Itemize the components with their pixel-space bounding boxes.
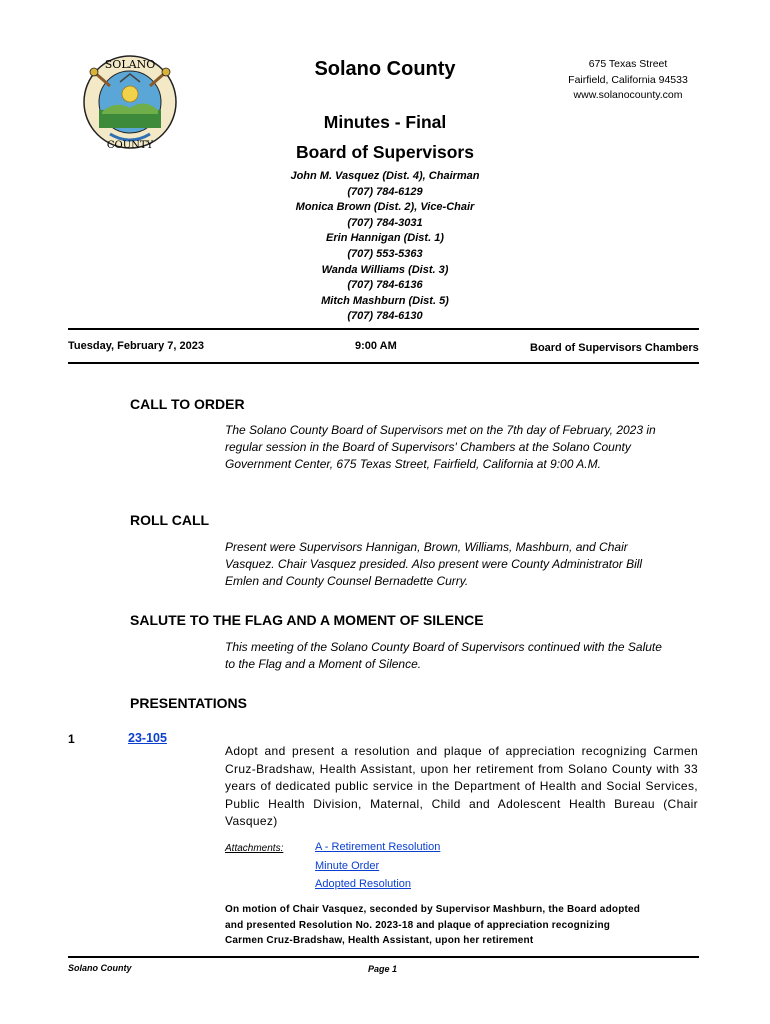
org-name: Solano County (314, 58, 456, 80)
footer-page-number: Page 1 (368, 964, 398, 974)
document-title: Minutes - Final (323, 112, 447, 132)
meeting-date: Tuesday, February 7, 2023 (68, 340, 204, 352)
seal-text-top: SOLANO (104, 58, 156, 71)
meeting-time: 9:00 AM (355, 340, 397, 352)
member-line: John M. Vasquez (Dist. 4), Chairman (290, 170, 480, 182)
seal-text-bottom: COUNTY (106, 140, 154, 151)
board-members-list (230, 169, 540, 325)
header-divider-bottom (68, 362, 699, 364)
call-to-order-heading: CALL TO ORDER (130, 396, 245, 412)
presentations-heading: PRESENTATIONS (130, 695, 247, 711)
footer-org: Solano County (68, 963, 132, 973)
roll-call-heading: ROLL CALL (130, 512, 210, 528)
member-line: (707) 784-3031 (347, 216, 423, 229)
member-line: Mitch Mashburn (Dist. 5) (321, 294, 449, 307)
member-line: Erin Hannigan (Dist. 1) (326, 232, 444, 245)
salute-body: This meeting of the Solano County Board of Supervisors continued with the Salute to the Flag and a Moment of Silence. (225, 640, 662, 671)
board-title: Board of Supervisors (296, 142, 474, 162)
address-city: Fairfield, California 94533 (568, 73, 688, 86)
motion-text: On motion of Chair Vasquez, seconded by Supervisor Mashburn, the Board adopted and presented Resolution No. 2023-18 and plaque of appreciation recognizing Carmen Cruz-Bradshaw, Health Assistant, upon her retirement (225, 904, 641, 946)
member-line: (707) 784-6130 (347, 310, 423, 323)
attachments-label: Attachments: (225, 843, 284, 854)
call-to-order-body: The Solano County Board of Supervisors met on the 7th day of February, 2023 in regular session in the Board of Supervisors' Chambers at the Solano County Government Center, 675 Texas Street, Fairfield, California at 9:00 A.M. (225, 423, 656, 471)
member-line: (707) 784-6136 (347, 279, 423, 292)
attachment-link-retirement-resolution[interactable]: A - Retirement Resolution (315, 841, 441, 853)
attachment-link-adopted-resolution[interactable]: Adopted Resolution (315, 878, 412, 890)
roll-call-body: Present were Supervisors Hannigan, Brown, Williams, Mashburn, and Chair Vasquez. Chair Vasquez presided. Also present were County Administrator Bill Emlen and County Counsel Bernadette Curry. (225, 540, 643, 588)
salute-heading: SALUTE TO THE FLAG AND A MOMENT OF SILENCE (130, 612, 484, 628)
attachment-link-minute-order[interactable]: Minute Order (315, 859, 380, 872)
header-divider-top (68, 328, 699, 330)
member-line: (707) 553-5363 (347, 247, 423, 260)
member-line: Monica Brown (Dist. 2), Vice-Chair (295, 201, 475, 214)
item-number: 1 (68, 732, 75, 746)
address-website: www.solanocounty.com (573, 89, 683, 101)
address-street: 675 Texas Street (588, 58, 668, 70)
meeting-location: Board of Supervisors Chambers (530, 342, 699, 354)
attachments-list (315, 838, 440, 894)
member-line: Wanda Williams (Dist. 3) (321, 263, 449, 276)
footer-divider (68, 956, 699, 958)
address-block (548, 57, 708, 104)
item-file-link[interactable]: 23-105 (128, 731, 167, 745)
item-description: Adopt and present a resolution and plaque of appreciation recognizing Carmen Cruz-Bradshaw, Health Assistant, upon her retirement from Solano County with 33 years of dedicated public service in the Department of Health and Social Services, Public Health Division, Maternal, Child and Adolescent Health Bureau (Chair Vasquez) (225, 744, 698, 828)
county-seal-logo (80, 52, 180, 152)
member-line: (707) 784-6129 (347, 185, 423, 198)
